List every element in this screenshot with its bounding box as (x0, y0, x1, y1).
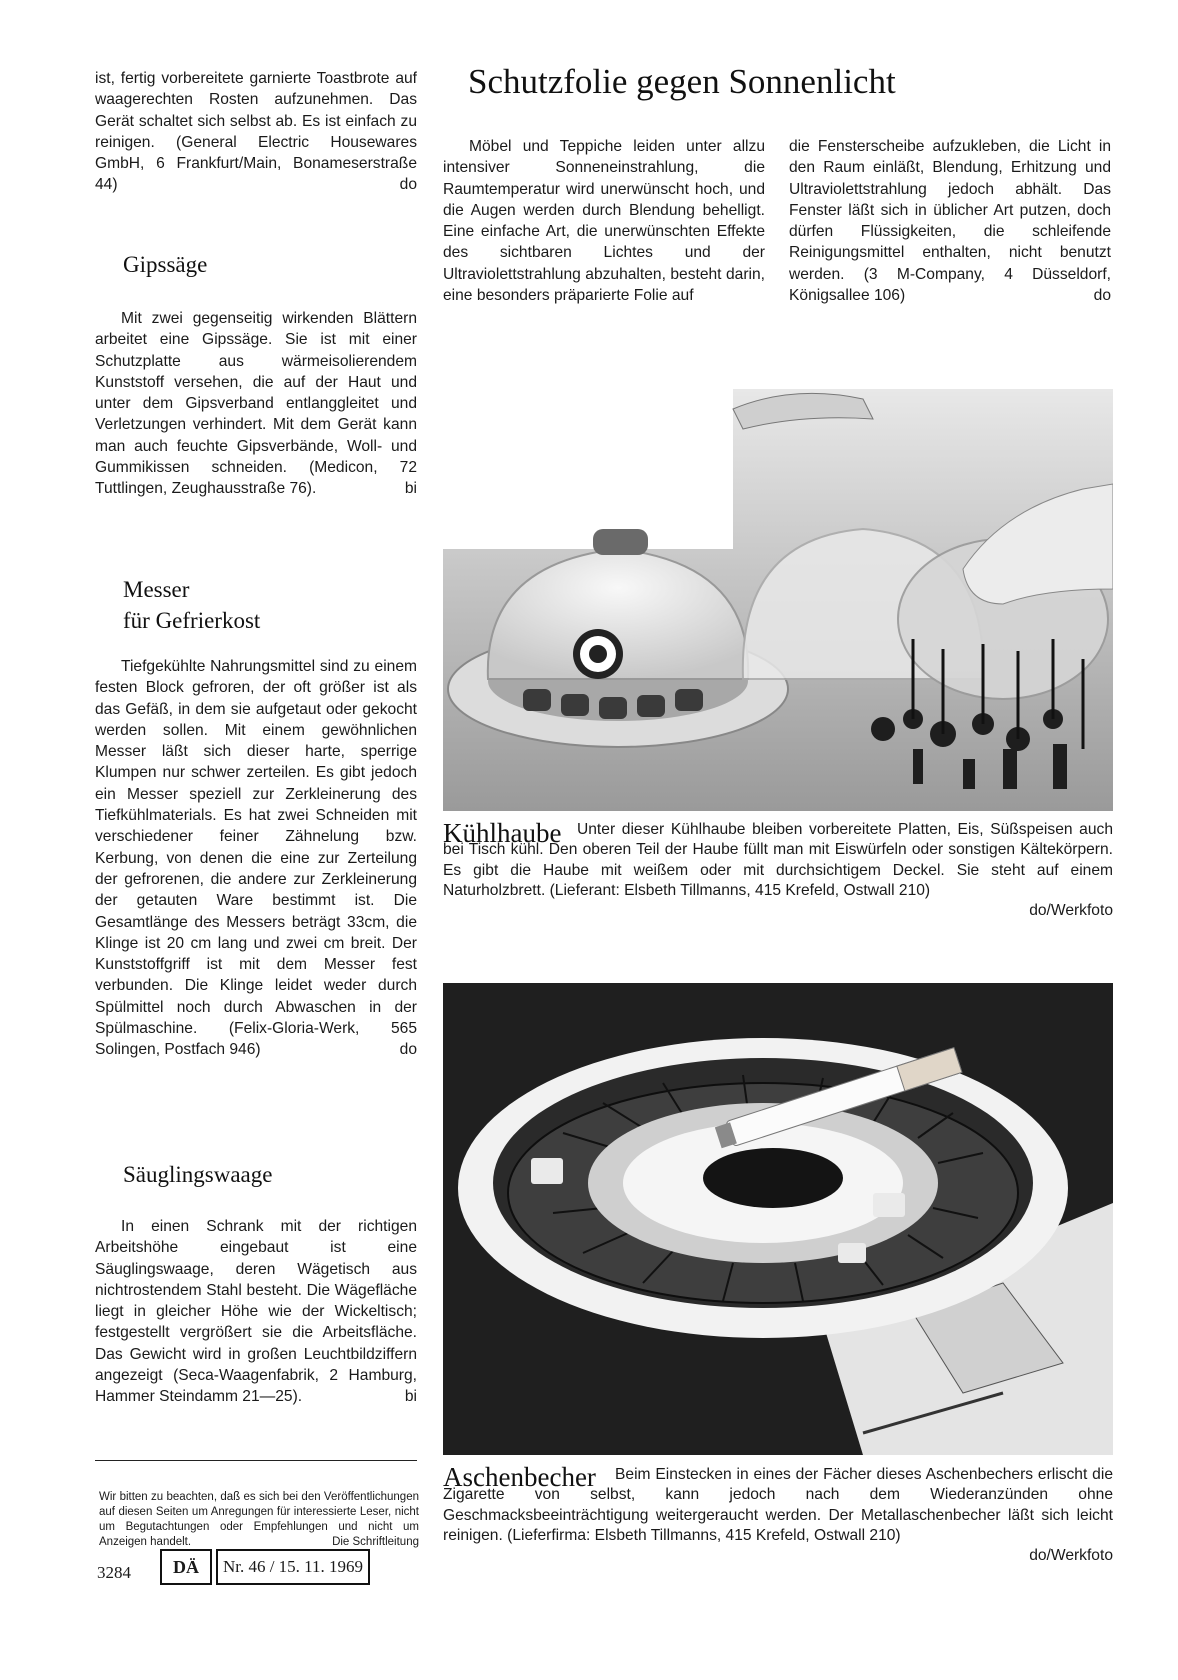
aschenbecher-photo (443, 983, 1113, 1455)
photo-credit: do/Werkfoto (1029, 902, 1113, 920)
schutzfolie-col2-text: die Fensterscheibe aufzukleben, die Licht in den Raum einläßt, Blendung, Erhitzung und Ultraviolettstrahlung jedoch abhält. Das Fenster läßt sich in üblicher Art putzen, doch dürfen Flüssigkeiten, die schleifende Reinigungsmittel enthalten, nicht benutzt werden. (3 M-Company, 4 Düsseldorf, Königsallee 106) (789, 138, 1111, 305)
heading-schutzfolie: Schutzfolie gegen Sonnenlicht (468, 62, 896, 101)
issue-box: Nr. 46 / 15. 11. 1969 (216, 1549, 370, 1585)
footer-rule (95, 1460, 417, 1461)
heading-saeuglingswaage: Säuglingswaage (123, 1162, 273, 1187)
signature: do (399, 176, 417, 194)
kuehlhaube-caption (443, 820, 1113, 921)
waage-text: In einen Schrank mit der richtigen Arbeitshöhe eingebaut ist eine Säuglingswaage, deren Wägetisch aus nichtrostendem Stahl besteht. Die Wägefläche liegt in gleicher Höhe wie der Wickeltisch; festgestellt vergrößert sie die Arbeitsfläche. Das Gewicht wird in großen Leuchtbildziffern angezeigt (Seca-Waagenfabrik, 2 Hamburg, Hammer Steindamm 21—25). (95, 1218, 417, 1406)
gipssaege-article (95, 308, 417, 500)
kuehlhaube-photo (443, 389, 1113, 811)
editorial-note (99, 1490, 419, 1550)
gipssaege-text: Mit zwei gegenseitig wirkenden Blättern arbeitet eine Gipssäge. Sie ist mit einer Schutzplatte aus wärmeisolierendem Kunststoff versehen, die auf der Haut und unter dem Gipsverband entlanggleitet und Verletzungen verhindert. Mit dem Gerät kann man auch feuchte Gipsverbände, Woll- und Gummikissen schneiden. (Medicon, 72 Tuttlingen, Zeughausstraße 76). (95, 310, 417, 498)
kuehlhaube-title: Kühlhaube (443, 818, 562, 848)
intro-paragraph (95, 68, 417, 196)
messer-text: Tiefgekühlte Nahrungsmittel sind zu einem festen Block gefroren, der oft größer ist als das Gefäß, in dem sie aufgetaut oder gekocht werden sollen. Mit einem gewöhnlichen Messer läßt sich dieser harte, sperrige Klumpen nur schwer zerteilen. Es gibt jedoch ein Messer speziell zur Zerkleinerung des Tiefkühlmaterials. Es hat zwei Schneiden mit verschiedener feiner Zähnelung bzw. Kerbung, von denen die eine zur Zerteilung der gefrorenen, die andere zur Zerkleinerung der getauten Ware bestimmt ist. Die Gesamtlänge des Messers beträgt 33cm, die Klinge ist 20 cm lang und zwei cm breit. Der Kunststoffgriff ist mit dem Messer fest verbunden. Die Klinge leidet weder durch Spülmittel noch durch Abwaschen in der Spülmaschine. (Felix-Gloria-Werk, 565 Solingen, Postfach 946) (95, 658, 417, 1059)
signature: do (399, 1041, 417, 1059)
heading-messer (123, 574, 260, 636)
heading-gipssaege: Gipssäge (123, 252, 208, 277)
aschenbecher-caption (443, 1465, 1113, 1566)
aschenbecher-title: Aschenbecher (443, 1462, 596, 1492)
page-number: 3284 (97, 1563, 131, 1582)
photo-credit: do/Werkfoto (1029, 1547, 1113, 1565)
signature: bi (404, 480, 417, 498)
journal-box: DÄ (160, 1549, 212, 1585)
aschenbecher-caption-text: Beim Einstecken in eines der Fächer dieses Aschenbechers erlischt die Zigarette von selbst, kann jedoch nach dem Wiederanzünden ohne Geschmacksbeeinträchtigung weitergeraucht werden. Der Metallaschenbecher läßt sich leicht reinigen. (Lieferfirma: Elsbeth Tillmanns, 415 Krefeld, Ostwall 210) (443, 1466, 1113, 1544)
waage-article (95, 1216, 417, 1408)
heading-messer-line2: für Gefrierkost (123, 608, 261, 633)
signature: bi (404, 1388, 417, 1406)
schutzfolie-col2 (789, 136, 1111, 306)
kuehlhaube-caption-text: Unter dieser Kühlhaube bleiben vorbereitete Platten, Eis, Süßspeisen auch bei Tisch kühl. Den oberen Teil der Haube füllt man mit Eiswürfeln oder sonstigen Kältekörpern. Es gibt die Haube mit weißem oder mit durchsichtigem Deckel. Sie steht auf einem Naturholzbrett. (Lieferant: Elsbeth Tillmanns, 415 Krefeld, Ostwall 210) (443, 821, 1113, 899)
schutzfolie-col1-text: Möbel und Teppiche leiden unter allzu intensiver Sonneneinstrahlung, die Raumtemperatur wird unerwünscht hoch, und die Augen werden durch Blendung behelligt. Eine einfache Art, die unerwünschten Effekte des sichtbaren Lichtes und der Ultraviolettstrahlung abzuhalten, besteht darin, eine besonders präparierte Folie auf (443, 138, 765, 305)
editorial-signature: Die Schriftleitung (332, 1536, 419, 1548)
schutzfolie-col1 (443, 136, 765, 306)
editorial-note-text: Wir bitten zu beachten, daß es sich bei den Veröffentlichungen auf diesen Seiten um Anregungen für interessierte Leser, nicht um Begutachtungen oder Empfehlungen und nicht um Anzeigen handelt. (99, 1491, 419, 1548)
messer-article (95, 656, 417, 1061)
signature: do (1093, 287, 1111, 305)
kuehlhaube-photo-image (443, 389, 1113, 811)
heading-messer-line1: Messer (123, 577, 190, 602)
aschenbecher-photo-image (443, 983, 1113, 1455)
intro-text: ist, fertig vorbereitete garnierte Toastbrote auf waagerechten Rosten aufzunehmen. Das Gerät schaltet sich selbst ab. Es ist einfach zu reinigen. (General Electric Housewares GmbH, 6 Frankfurt/Main, Bonameserstraße 44) (95, 70, 417, 194)
